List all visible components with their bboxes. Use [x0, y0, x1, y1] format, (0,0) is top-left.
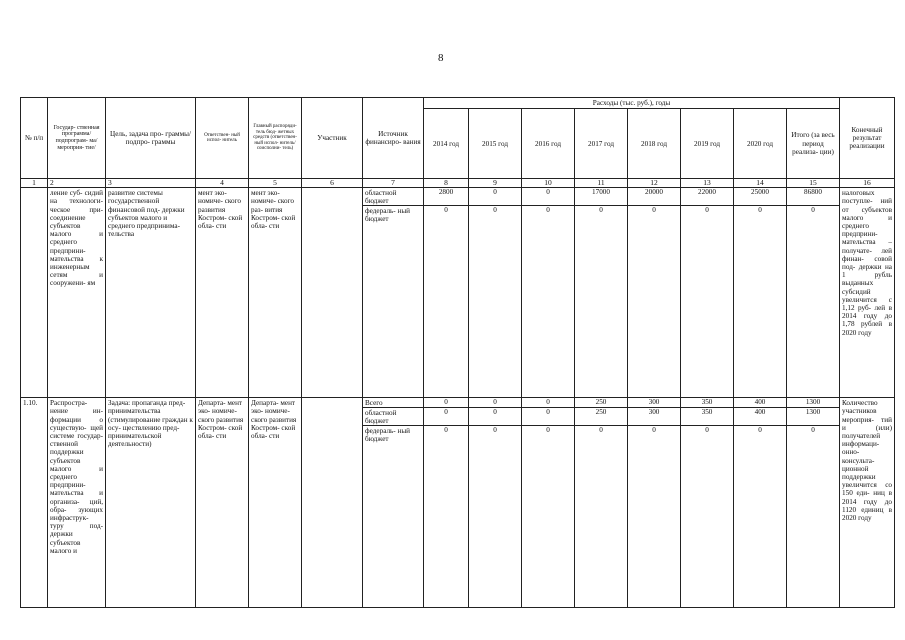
header-program: Государ- ственная программа/ подпрограм- ма/ мероприя- тие/ [48, 98, 106, 179]
column-number: 12 [628, 179, 681, 188]
column-number: 1 [21, 179, 48, 188]
value-cell: 0 [522, 188, 574, 206]
header-participant: Участник [302, 98, 363, 179]
value-cell: 0 [469, 408, 521, 426]
page-number: 8 [438, 52, 444, 64]
source-name: федераль- ный бюджет [365, 427, 411, 444]
value-cell: 2800 [424, 188, 468, 206]
value-cell: 0 [424, 398, 468, 408]
value-cell: 250 [575, 408, 627, 426]
column-number: 4 [196, 179, 249, 188]
column-number: 15 [787, 179, 840, 188]
header-year: 2017 год [575, 109, 628, 179]
column-number: 16 [840, 179, 895, 188]
source-name: Всего [363, 398, 423, 408]
value-cell: 300 [628, 398, 680, 408]
header-gr-budget: Главный распоряди- тель бюд- жетных средств (ответствен- ный испол- нитель/ соисполни- тель) [249, 98, 302, 179]
value-cell: 0 [546, 206, 550, 215]
value-cell: 0 [811, 426, 815, 435]
value-cell: 0 [599, 206, 603, 215]
column-number: 10 [522, 179, 575, 188]
column-number: 6 [302, 179, 363, 188]
header-expenses: Расходы (тыс. руб.), годы [424, 98, 840, 109]
column-number: 9 [469, 179, 522, 188]
row-executor: Департа- мент эко- номиче- ского развития Костром- ской обла- сти [196, 398, 249, 608]
value-cell: 250 [575, 398, 627, 408]
value-cell: 0 [424, 408, 468, 426]
header-year: 2018 год [628, 109, 681, 179]
value-cell: 0 [758, 206, 762, 215]
header-year: 2020 год [734, 109, 787, 179]
value-cell: 0 [599, 426, 603, 435]
header-year: 2016 год [522, 109, 575, 179]
value-cell: 0 [758, 426, 762, 435]
program-table [20, 97, 895, 608]
header-executor: Ответствен- ный испол- нитель [196, 98, 249, 179]
value-cell: 0 [493, 426, 497, 435]
row-result: Количество участников мероприя- тий и (или) получателей информаци- онно- консульта- ционной поддержки увеличится со 150 еди- ниц в 2014 году до 1120 единиц в 2020 году [840, 398, 895, 608]
source-name: областной бюджет [363, 408, 423, 426]
value-cell: 0 [652, 426, 656, 435]
column-number: 14 [734, 179, 787, 188]
value-cell: 350 [681, 398, 733, 408]
value-cell: 22000 [681, 188, 733, 206]
row-num [21, 188, 48, 398]
column-number: 2 [48, 179, 106, 188]
table-row [21, 398, 895, 608]
value-cell: 1300 [787, 408, 839, 426]
row-gr-budget: Департа- мент эко- номиче- ского развития Костром- ской обла- сти [249, 398, 302, 608]
value-cell: 0 [493, 206, 497, 215]
value-cell: 300 [628, 408, 680, 426]
row-participant [302, 188, 363, 398]
row-program: ление суб- сидий на технологи- ческое при- соединение субъектов малого и среднего предприни- мательства к инженерным сетям и сооружени- ям [48, 188, 106, 398]
header-total: Итого (за весь период реализа- ции) [787, 109, 840, 179]
column-number: 3 [106, 179, 196, 188]
column-number: 8 [424, 179, 469, 188]
header-year: 2014 год [424, 109, 469, 179]
value-cell: 0 [546, 426, 550, 435]
value-cell: 17000 [575, 188, 627, 206]
row-result: налоговых поступле- ний от субъектов малого и среднего предприни- мательства – получате- лей финан- совой под- держки на 1 рубль выданных субсидий увеличится с 1,12 руб- лей в 2014 году до 1,78 рублей в 2020 году [840, 188, 895, 398]
source-name: областной бюджет [363, 188, 423, 206]
value-cell: 400 [734, 398, 786, 408]
value-cell: 0 [652, 206, 656, 215]
column-number: 7 [363, 179, 424, 188]
value-cell: 0 [705, 206, 709, 215]
value-cell: 0 [705, 426, 709, 435]
value-cell: 400 [734, 408, 786, 426]
row-executor: мент эко- номиче- ского развития Костром- ской обла- сти [196, 188, 249, 398]
value-cell: 1300 [787, 398, 839, 408]
row-goal: развитие системы государственной финансовой под- держки субъектов малого и среднего предпринима- тельства [106, 188, 196, 398]
header-result: Конечный результат реализации [840, 98, 895, 179]
value-cell: 86800 [787, 188, 839, 206]
value-cell: 0 [811, 206, 815, 215]
header-source: Источник финансиро- вания [363, 98, 424, 179]
column-number: 13 [681, 179, 734, 188]
value-cell: 20000 [628, 188, 680, 206]
row-gr-budget: мент эко- номиче- ского раз- вития Костром- ской обла- сти [249, 188, 302, 398]
row-goal: Задача: пропаганда пред- принимательства (стимулирование граждан к осу- ществлению пред- принимательской деятельности) [106, 398, 196, 608]
value-cell: 25000 [734, 188, 786, 206]
column-number: 5 [249, 179, 302, 188]
row-program: Распростра- нение ин- формации о существую- щей системе государ- ственной поддержки субъектов малого и среднего предприни- мательства и организа- ций, обра- зующих инфраструк- туру под- держки субъектов малого и [48, 398, 106, 608]
table-row [21, 188, 895, 398]
source-name: федераль- ный бюджет [365, 207, 411, 224]
value-cell: 0 [444, 426, 448, 435]
value-cell: 0 [522, 408, 574, 426]
value-cell: 0 [522, 398, 574, 408]
header-year: 2015 год [469, 109, 522, 179]
column-number: 11 [575, 179, 628, 188]
row-participant [302, 398, 363, 608]
header-goal: Цель, задача про- граммы/ подпро- граммы [106, 98, 196, 179]
header-year: 2019 год [681, 109, 734, 179]
value-cell: 0 [469, 188, 521, 206]
value-cell: 0 [469, 398, 521, 408]
header-num: № п/п [21, 98, 48, 179]
value-cell: 350 [681, 408, 733, 426]
value-cell: 0 [444, 206, 448, 215]
row-num: 1.10. [21, 398, 48, 608]
